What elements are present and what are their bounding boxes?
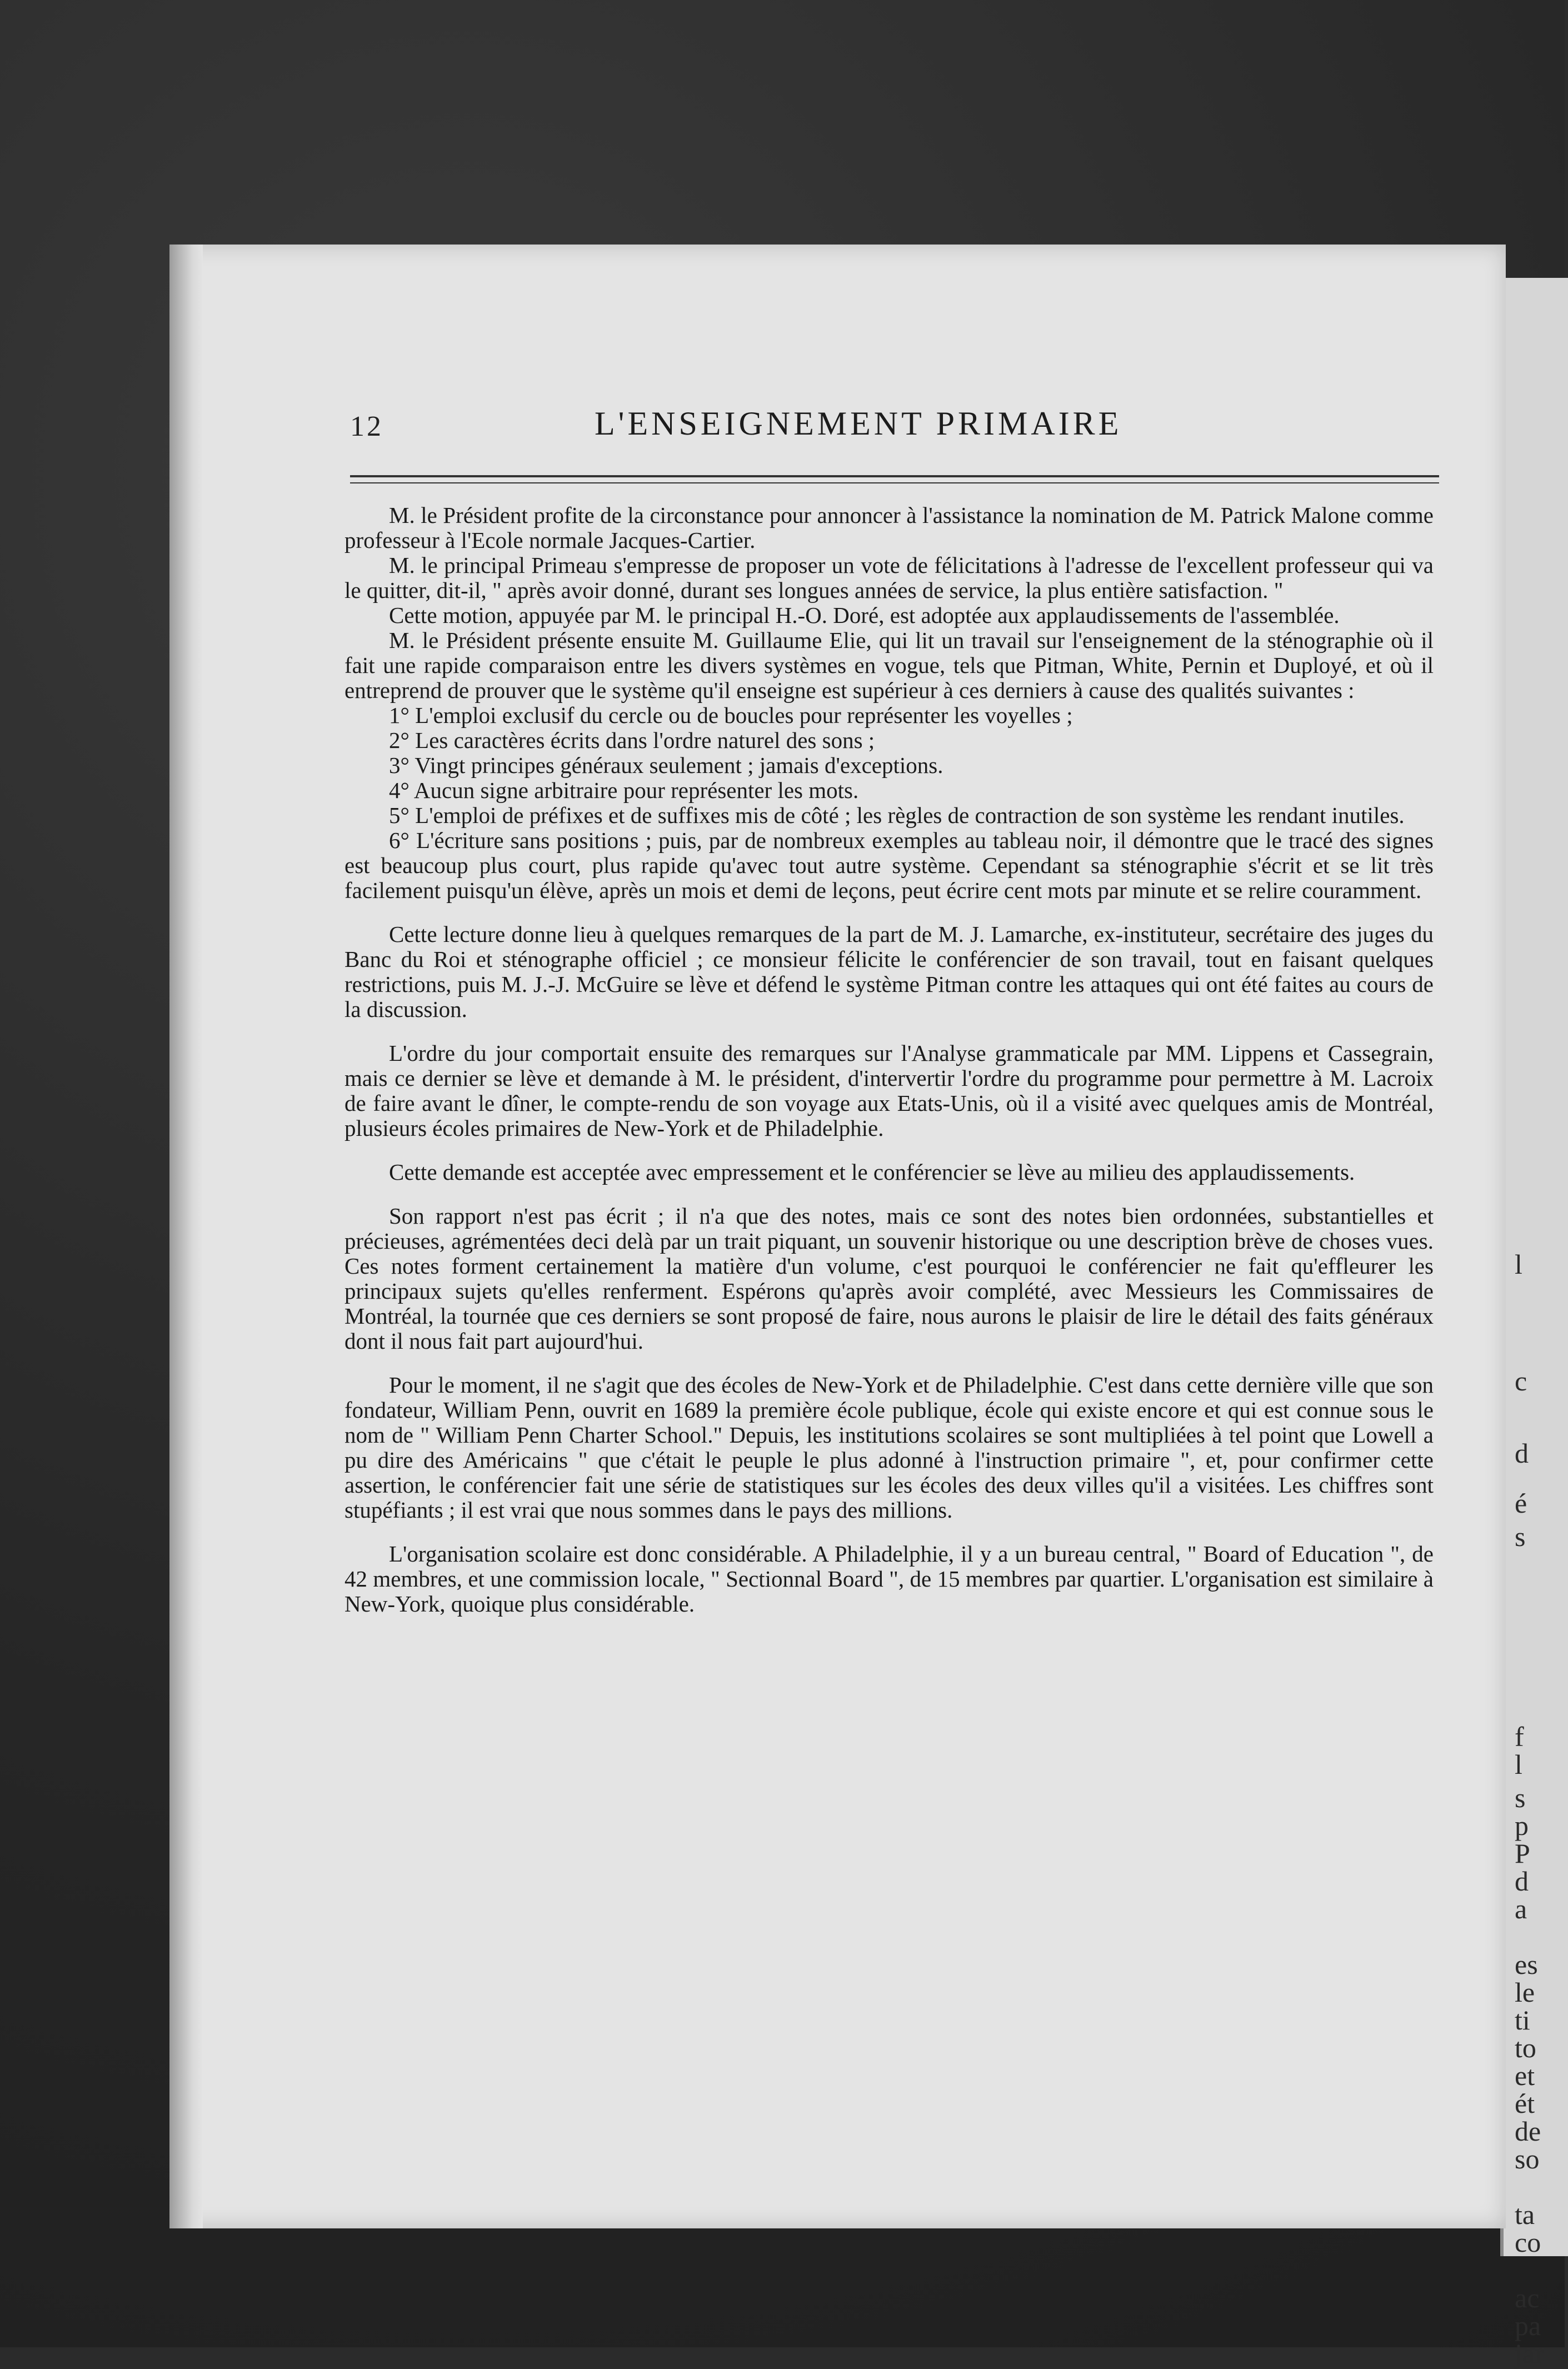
adjacent-page-fragment: l [1515,1749,1522,1780]
list-item: 1° L'emploi exclusif du cercle ou de boucles pour représenter les voyelles ; [389,702,1073,728]
adjacent-page-fragment: co [1515,2227,1541,2258]
adjacent-page-fragment: ét [1515,2088,1535,2119]
paragraph: L'organisation scolaire est donc considérable. A Philadelphie, il y a un bureau central, " Board of Education ", de 42 membres, et une commission locale, " Sectionnal Board ", de 15 membres par quartier. L'organisation est similaire à New-York, quoique plus considérable. [344,1541,1434,1617]
adjacent-page-fragment: so [1515,2143,1540,2175]
paragraph: Pour le moment, il ne s'agit que des écoles de New-York et de Philadelphie. C'est dans cette dernière ville que son fondateur, William Penn, ouvrit en 1689 la première école publique, école qui existe encore et qui est connue sous le nom de " William Penn Charter School." Depuis, les institutions scolaires se sont multipliées à tel point que Lowell a pu dire des Américains " que c'était le peuple le plus adonné à l'instruction primaire ", et, pour confirmer cette assertion, le conférencier fait une série de statistiques sur les écoles des deux villes qu'il a visitées. Les chiffres sont stupéfiants ; il est vrai que nous sommes dans le pays des millions. [344,1372,1434,1523]
adjacent-page-fragment: d [1515,1438,1529,1469]
adjacent-page-fragment: s [1515,1782,1526,1813]
paragraph: M. le principal Primeau s'empresse de proposer un vote de félicitations à l'adresse de l'excellent professeur qui va le quitter, dit-il, " après avoir donné, durant ses longues années de service, la plus entière satisfaction. " [344,552,1434,603]
adjacent-page-fragment: p [1515,1810,1529,1841]
adjacent-page-fragment: f [1515,1721,1524,1752]
adjacent-page-fragment: es [1515,1949,1538,1980]
page-header [350,405,1445,455]
adjacent-page-fragment: ti [1515,2004,1530,2036]
paragraph: Cette lecture donne lieu à quelques remarques de la part de M. J. Lamarche, ex-instituteur, secrétaire des juges du Banc du Roi et sténographe officiel ; ce monsieur félicite le conférencier de son travail, tout en faisant quelques restrictions, puis M. J.-J. McGuire se lève et défend le système Pitman contre les attaques qui ont été faites au cours de la discussion. [344,921,1434,1022]
running-title: L'ENSEIGNEMENT PRIMAIRE [595,405,1122,442]
adjacent-page-fragment: P [1515,1838,1530,1869]
list-item: 6° L'écriture sans positions ; puis, par de nombreux exemples au tableau noir, il démontre que le tracé des signes est beaucoup plus court, plus rapide qu'avec tout autre système. Cependant sa sténographie s'écrit et se lit très facilement puisqu'un élève, après un mois et demi de leçons, peut écrire cent mots par minute et se relire couramment. [344,827,1434,903]
paragraph: Cette demande est acceptée avec empressement et le conférencier se lève au milieu des applaudissements. [389,1159,1355,1185]
adjacent-page-fragment: ta [1515,2199,1535,2230]
adjacent-page [1500,278,1568,2369]
paragraph: M. le Président profite de la circonstance pour annoncer à l'assistance la nomination de M. Patrick Malone comme professeur à l'Ecole normale Jacques-Cartier. [344,502,1434,553]
adjacent-page-fragment: é [1515,1488,1527,1519]
adjacent-page-fragment: to [1515,2032,1536,2063]
adjacent-page-fragment: d [1515,1866,1529,1897]
paragraph: L'ordre du jour comportait ensuite des remarques sur l'Analyse grammaticale par MM. Lippens et Cassegrain, mais ce dernier se lève et demande à M. le président, d'intervertir l'ordre du programme pour permettre à M. Lacroix de faire avant le dîner, le compte-rendu de son voyage aux Etats-Unis, où il a visité avec quelques amis de Montréal, plusieurs écoles primaires de New-York et de Philadelphie. [344,1040,1434,1141]
header-rule [350,475,1439,477]
list-item: 3° Vingt principes généraux seulement ; jamais d'exceptions. [389,752,943,778]
adjacent-page-fragment: jar [1515,2338,1544,2369]
adjacent-page-fragment: ac [1515,2282,1540,2313]
adjacent-page-fragment: et [1515,2060,1535,2091]
adjacent-page-fragment: de [1515,2116,1541,2147]
list-item: 2° Les caractères écrits dans l'ordre naturel des sons ; [389,727,875,753]
adjacent-page-fragment: l [1515,1249,1522,1280]
list-item: 4° Aucun signe arbitraire pour représenter les mots. [389,777,859,803]
body-text [344,503,1434,1617]
page-number: 12 [350,411,383,442]
adjacent-page-fragment: s [1515,1521,1526,1552]
page-gutter [169,245,203,2228]
adjacent-page-fragment: c [1515,1365,1527,1397]
paragraph: Cette motion, appuyée par M. le principal H.-O. Doré, est adoptée aux applaudissements de l'assemblée. [389,602,1340,628]
adjacent-page-fragment: le [1515,1977,1535,2008]
header-rule-thin [350,482,1439,483]
paragraph: M. le Président présente ensuite M. Guillaume Elie, qui lit un travail sur l'enseignement de la sténographie où il fait une rapide comparaison entre les divers systèmes en vogue, tels que Pitman, White, Pernin et Duployé, et où il entreprend de prouver que le système qu'il enseigne est supérieur à ces derniers à cause des qualités suivantes : [344,627,1434,703]
adjacent-page-fragment: a [1515,1893,1527,1924]
paragraph: Son rapport n'est pas écrit ; il n'a que des notes, mais ce sont des notes bien ordonnées, substantielles et précieuses, agrémentées deci delà par un trait piquant, un souvenir historique ou une description brève de choses vues. Ces notes forment certainement la matière d'un volume, c'est pourquoi le conférencier ne fait qu'effleurer les principaux sujets qu'elles renferment. Espérons qu'après avoir complété, avec Messieurs les Commissaires de Montréal, la tournée que ces derniers se sont proposé de faire, nous aurons le plaisir de lire le détail des faits généraux dont il nous fait part aujourd'hui. [344,1203,1434,1354]
adjacent-page-fragment: pa [1515,2310,1541,2341]
list-item: 5° L'emploi de préfixes et de suffixes mis de côté ; les règles de contraction de son système les rendant inutiles. [389,802,1405,828]
